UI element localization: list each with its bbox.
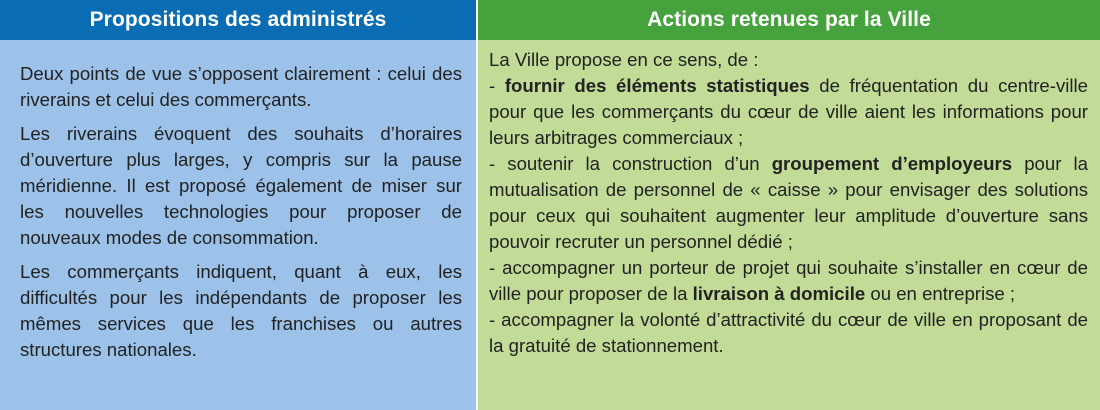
proposals-cell	[0, 40, 478, 410]
proposal-paragraph-1: Deux points de vue s’opposent clairement : celui des riverains et celui des commerçants.	[20, 63, 462, 110]
action-item-3	[489, 255, 1088, 307]
right-column-title: Actions retenues par la Ville	[647, 8, 931, 31]
action-item-1-prefix: -	[489, 75, 505, 96]
actions-cell	[478, 40, 1100, 410]
action-item-3-highlight: livraison à domicile	[692, 283, 866, 304]
action-item-3-text: ou en entreprise ;	[865, 283, 1016, 304]
proposal-paragraph-2: Les riverains évoquent des souhaits d’horaires d’ouverture plus larges, y compris sur la pause méridienne. Il est proposé également de miser sur les nouvelles technologies pour proposer de nouveaux modes de consommation.	[20, 123, 462, 248]
action-item-4-prefix: - accompagner la volonté d’attractivité du cœur de ville en proposant de la gratuité de stationnement.	[489, 309, 1088, 356]
action-item-4	[489, 307, 1088, 359]
action-item-2-text: pour la mutualisation de personnel de « caisse » pour envisager des solutions pour ceux qui souhaitent augmenter leur amplitude d’ouverture sans pouvoir recruter un personnel dédié ;	[489, 153, 1088, 252]
actions-intro: La Ville propose en ce sens, de :	[489, 49, 759, 70]
action-item-2	[489, 151, 1088, 255]
right-column-header	[478, 0, 1100, 40]
proposal-paragraph-3: Les commerçants indiquent, quant à eux, les difficultés pour les indépendants de proposer les mêmes services que les franchises ou autres structures nationales.	[20, 261, 462, 360]
action-item-2-prefix: - soutenir la construction d’un	[489, 153, 772, 174]
left-column-title: Propositions des administrés	[89, 8, 387, 31]
action-item-3-prefix: - accompagner un porteur de projet qui souhaite s’installer en cœur de ville pour proposer de la	[489, 257, 1088, 304]
action-item-1-text: de fréquentation du centre-ville pour que les commerçants du cœur de ville aient les informations pour leurs arbitrages commerciaux ;	[489, 75, 1088, 148]
action-item-1	[489, 73, 1088, 151]
action-item-2-highlight: groupement d’employeurs	[771, 153, 1013, 174]
action-item-1-highlight: fournir des éléments statistiques	[504, 75, 810, 96]
left-column-header	[0, 0, 478, 40]
